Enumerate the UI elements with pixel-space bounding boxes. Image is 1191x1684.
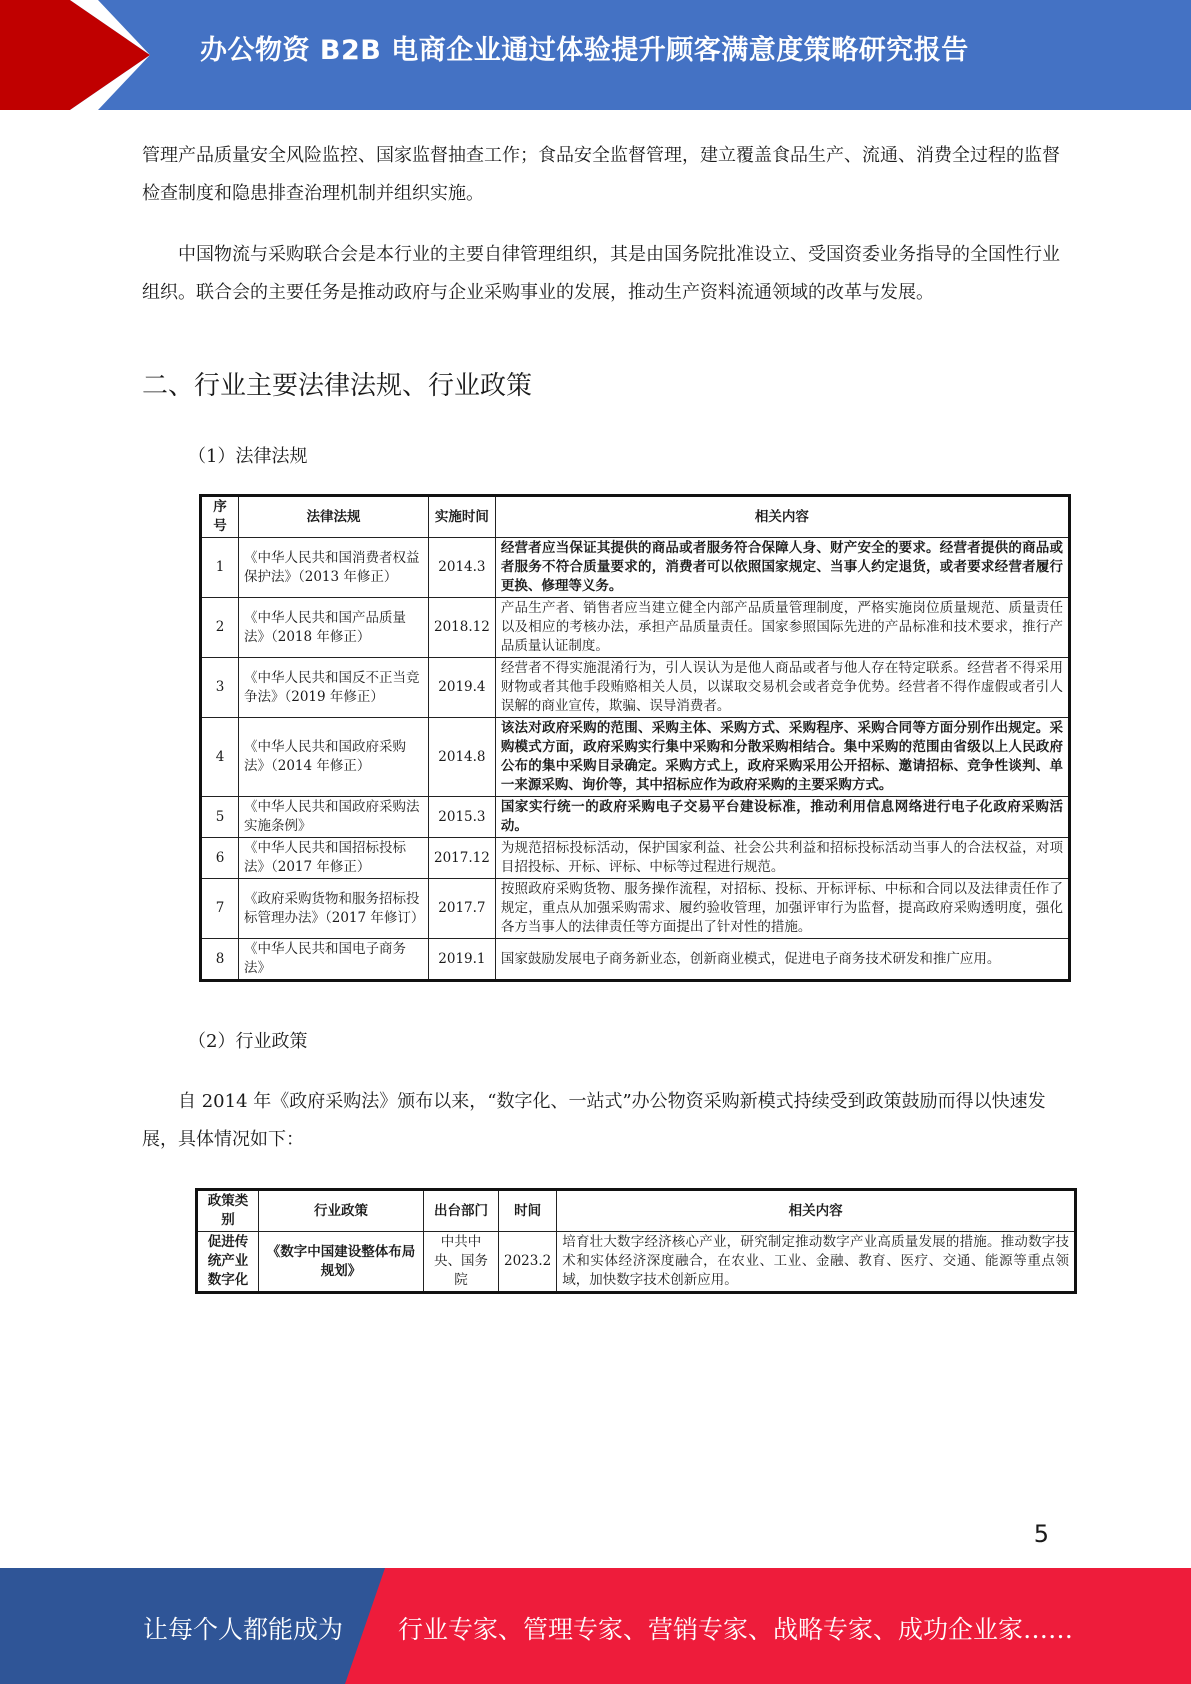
header-content: 相关内容 <box>557 1190 1076 1232</box>
subheading-laws: （1）法律法规 <box>188 446 308 467</box>
header-date: 实施时间 <box>429 496 496 538</box>
table-row <box>201 838 1070 879</box>
table-row <box>201 658 1070 718</box>
cell-no: 8 <box>201 939 239 981</box>
table-row <box>197 1232 1076 1293</box>
cell-content: 为规范招标投标活动，保护国家利益、社会公共利益和招标投标活动当事人的合法权益，对项目招投标、开标、评标、中标等过程进行规范。 <box>495 838 1069 879</box>
cell-law: 《中华人民共和国反不正当竞争法》（2019 年修正） <box>239 658 429 718</box>
cell-law: 《中华人民共和国产品质量法》（2018 年修正） <box>239 598 429 658</box>
table-row <box>201 797 1070 838</box>
header-category: 政策类别 <box>197 1190 259 1232</box>
cell-law: 《政府采购货物和服务招标投标管理办法》（2017 年修订） <box>239 879 429 939</box>
policy-table <box>195 1188 1077 1294</box>
cell-date: 2014.3 <box>429 538 496 598</box>
table-row <box>201 598 1070 658</box>
header-law: 法律法规 <box>239 496 429 538</box>
header-date: 时间 <box>499 1190 557 1232</box>
cell-law: 《中华人民共和国消费者权益保护法》（2013 年修正） <box>239 538 429 598</box>
cell-policy: 《数字中国建设整体布局规划》 <box>259 1232 424 1293</box>
cell-date: 2023.2 <box>499 1232 557 1293</box>
paragraph-policy-intro: 自 2014 年《政府采购法》颁布以来，“数字化、一站式”办公物资采购新模式持续受到政策鼓励而得以快速发展，具体情况如下： <box>142 1091 1046 1150</box>
table-row <box>201 718 1070 797</box>
header-content: 相关内容 <box>495 496 1069 538</box>
header-policy: 行业政策 <box>259 1190 424 1232</box>
cell-content: 经营者应当保证其提供的商品或者服务符合保障人身、财产安全的要求。经营者提供的商品或者服务不符合质量要求的，消费者可以依照国家规定、当事人约定退货，或者要求经营者履行更换、修理等义务。 <box>495 538 1069 598</box>
cell-no: 1 <box>201 538 239 598</box>
cell-no: 3 <box>201 658 239 718</box>
table-row <box>201 939 1070 981</box>
laws-table <box>199 494 1071 982</box>
footer-slogan-left: 让每个人都能成为 <box>143 1615 344 1644</box>
cell-content: 该法对政府采购的范围、采购主体、采购方式、采购程序、采购合同等方面分别作出规定。采购模式方面，政府采购实行集中采购和分散采购相结合。集中采购的范围由省级以上人民政府公布的集中采购目录确定。采购方式上，政府采购采用公开招标、邀请招标、竞争性谈判、单一来源采购、询价等，其中招标应作为政府采购的主要采购方式。 <box>495 718 1069 797</box>
cell-category: 促进传统产业数字化 <box>197 1232 259 1293</box>
report-title: 办公物资 B2B 电商企业通过体验提升顾客满意度策略研究报告 <box>200 35 969 66</box>
table-row <box>201 538 1070 598</box>
cell-content: 国家鼓励发展电子商务新业态，创新商业模式，促进电子商务技术研发和推广应用。 <box>495 939 1069 981</box>
policy-table-header-row <box>197 1190 1076 1232</box>
cell-content: 经营者不得实施混淆行为，引人误认为是他人商品或者与他人存在特定联系。经营者不得采用财物或者其他手段贿赂相关人员，以谋取交易机会或者竞争优势。经营者不得作虚假或者引人误解的商业宣传，欺骗、误导消费者。 <box>495 658 1069 718</box>
cell-date: 2015.3 <box>429 797 496 838</box>
header-dept: 出台部门 <box>424 1190 499 1232</box>
cell-no: 2 <box>201 598 239 658</box>
cell-date: 2014.8 <box>429 718 496 797</box>
cell-dept: 中共中央、国务院 <box>424 1232 499 1293</box>
cell-date: 2019.1 <box>429 939 496 981</box>
cell-law: 《中华人民共和国政府采购法》（2014 年修正） <box>239 718 429 797</box>
page-header <box>0 0 1191 110</box>
cell-law: 《中华人民共和国电子商务法》 <box>239 939 429 981</box>
subheading-policies: （2）行业政策 <box>188 1031 308 1052</box>
cell-date: 2017.12 <box>429 838 496 879</box>
cell-no: 6 <box>201 838 239 879</box>
footer-slogan-right: 行业专家、管理专家、营销专家、战略专家、成功企业家…… <box>398 1615 1074 1644</box>
cell-content: 国家实行统一的政府采购电子交易平台建设标准，推动利用信息网络进行电子化政府采购活动。 <box>495 797 1069 838</box>
laws-table-header-row <box>201 496 1070 538</box>
header-red-arrow <box>0 0 150 110</box>
cell-no: 5 <box>201 797 239 838</box>
cell-date: 2017.7 <box>429 879 496 939</box>
cell-content: 产品生产者、销售者应当建立健全内部产品质量管理制度，严格实施岗位质量规范、质量责任以及相应的考核办法，承担产品质量责任。国家参照国际先进的产品标准和技术要求，推行产品质量认证制度。 <box>495 598 1069 658</box>
paragraph-association: 中国物流与采购联合会是本行业的主要自律管理组织，其是由国务院批准设立、受国资委业务指导的全国性行业组织。联合会的主要任务是推动政府与企业采购事业的发展，推动生产资料流通领域的改革与发展。 <box>142 244 1060 303</box>
cell-law: 《中华人民共和国招标投标法》（2017 年修正） <box>239 838 429 879</box>
cell-date: 2018.12 <box>429 598 496 658</box>
page-number: 5 <box>1033 1520 1049 1548</box>
table-row <box>201 879 1070 939</box>
page-footer <box>0 1568 1191 1684</box>
cell-law: 《中华人民共和国政府采购法实施条例》 <box>239 797 429 838</box>
cell-no: 4 <box>201 718 239 797</box>
cell-content: 按照政府采购货物、服务操作流程，对招标、投标、开标评标、中标和合同以及法律责任作了规定，重点从加强采购需求、履约验收管理，加强评审行为监督，提高政府采购透明度，强化各方当事人的法律责任等方面提出了针对性的措施。 <box>495 879 1069 939</box>
cell-date: 2019.4 <box>429 658 496 718</box>
cell-no: 7 <box>201 879 239 939</box>
paragraph-regulatory: 管理产品质量安全风险监控、国家监督抽查工作；食品安全监督管理，建立覆盖食品生产、流通、消费全过程的监督检查制度和隐患排查治理机制并组织实施。 <box>142 145 1060 204</box>
cell-content: 培育壮大数字经济核心产业，研究制定推动数字产业高质量发展的措施。推动数字技术和实体经济深度融合，在农业、工业、金融、教育、医疗、交通、能源等重点领域，加快数字技术创新应用。 <box>557 1232 1076 1293</box>
header-no: 序号 <box>201 496 239 538</box>
section-heading: 二、行业主要法律法规、行业政策 <box>142 371 533 401</box>
